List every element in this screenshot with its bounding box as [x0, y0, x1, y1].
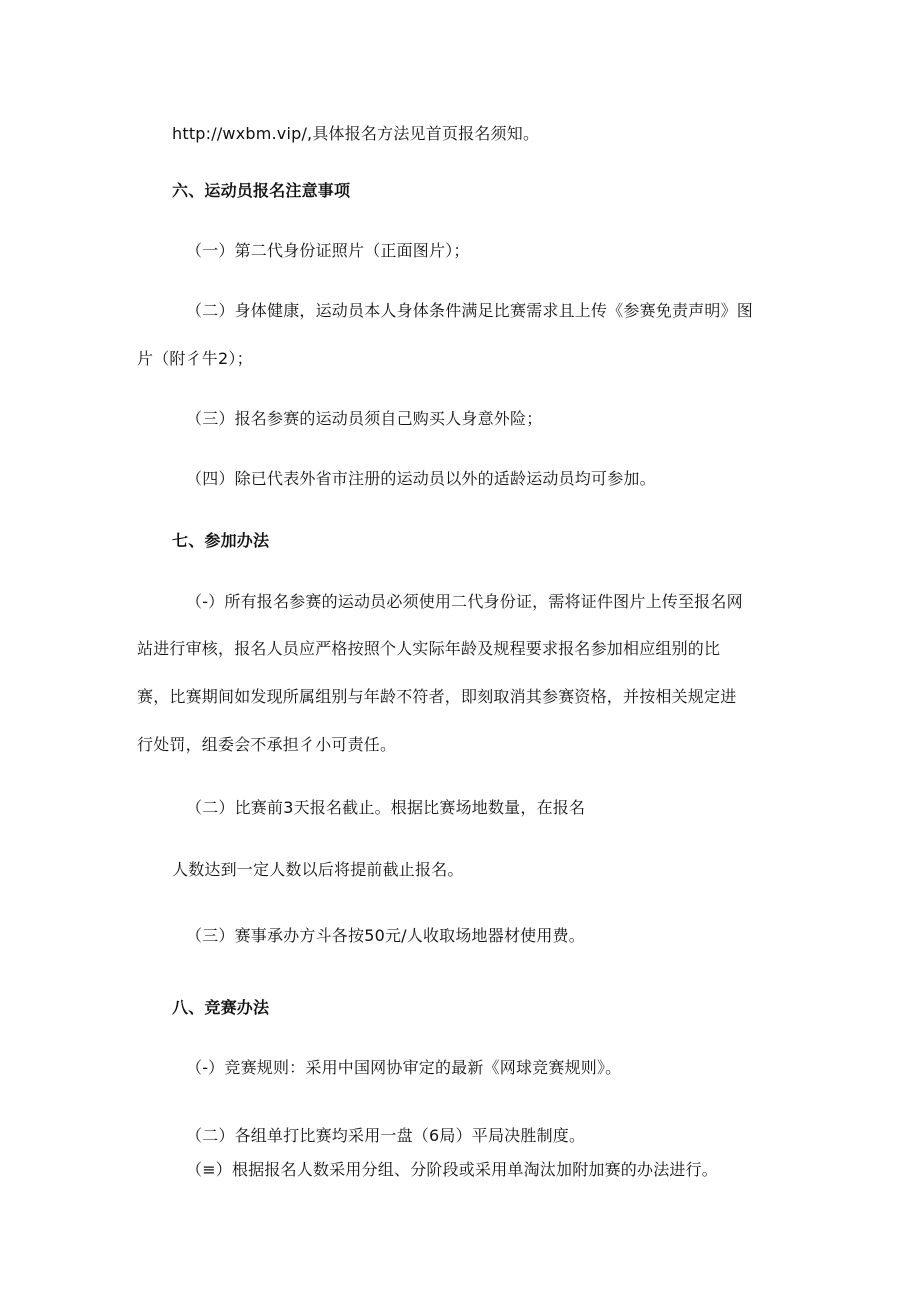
registration-url-line: http://wxbm.vip/,具体报名方法见首页报名须知。 [172, 124, 540, 143]
section-six-item-1: （一）第二代身份证照片（正面图片）； [186, 241, 470, 260]
section-eight-item-2: （二）各组单打比赛均采用一盘（6局）平局决胜制度。 [186, 1126, 586, 1145]
section-eight-heading: 八、竞赛办法 [172, 998, 270, 1017]
section-seven-item-3: （三）赛事承办方斗各按50元/人收取场地器材使用费。 [186, 926, 585, 945]
section-seven-item-2-line-2: 人数达到一定人数以后将提前截止报名。 [172, 860, 464, 879]
section-seven-item-2-line-1: （二）比赛前3天报名截止。根据比赛场地数量，在报名 [186, 798, 586, 817]
section-six-item-3: （三）报名参赛的运动员须自己购买人身意外险； [186, 409, 543, 428]
section-six-item-2-line-1: （二）身体健康，运动员本人身体条件满足比赛需求且上传《参赛免责声明》图 [186, 301, 754, 320]
section-six-item-2-line-2: 片（附彳牛2）； [137, 349, 253, 368]
section-six-item-4: （四）除已代表外省市注册的运动员以外的适龄运动员均可参加。 [186, 469, 656, 488]
section-six-heading: 六、运动员报名注意事项 [172, 181, 351, 200]
section-seven-item-1-line-2: 站进行审核，报名人员应严格按照个人实际年龄及规程要求报名参加相应组别的比 [137, 639, 721, 658]
section-seven-item-1-line-3: 赛，比赛期间如发现所属组别与年龄不符者，即刻取消其参赛资格，并按相关规定进 [137, 687, 737, 706]
section-seven-item-1-line-4: 行处罚，组委会不承担彳小可责任。 [137, 735, 397, 754]
section-seven-heading: 七、参加办法 [172, 531, 270, 550]
section-eight-item-3: （≡）根据报名人数采用分组、分阶段或采用单淘汰加附加赛的办法进行。 [186, 1160, 719, 1179]
section-eight-item-1: （-）竞赛规则：采用中国网协审定的最新《网球竞赛规则》。 [186, 1058, 622, 1077]
section-seven-item-1-line-1: （-）所有报名参赛的运动员必须使用二代身份证，需将证件图片上传至报名网 [186, 592, 743, 611]
